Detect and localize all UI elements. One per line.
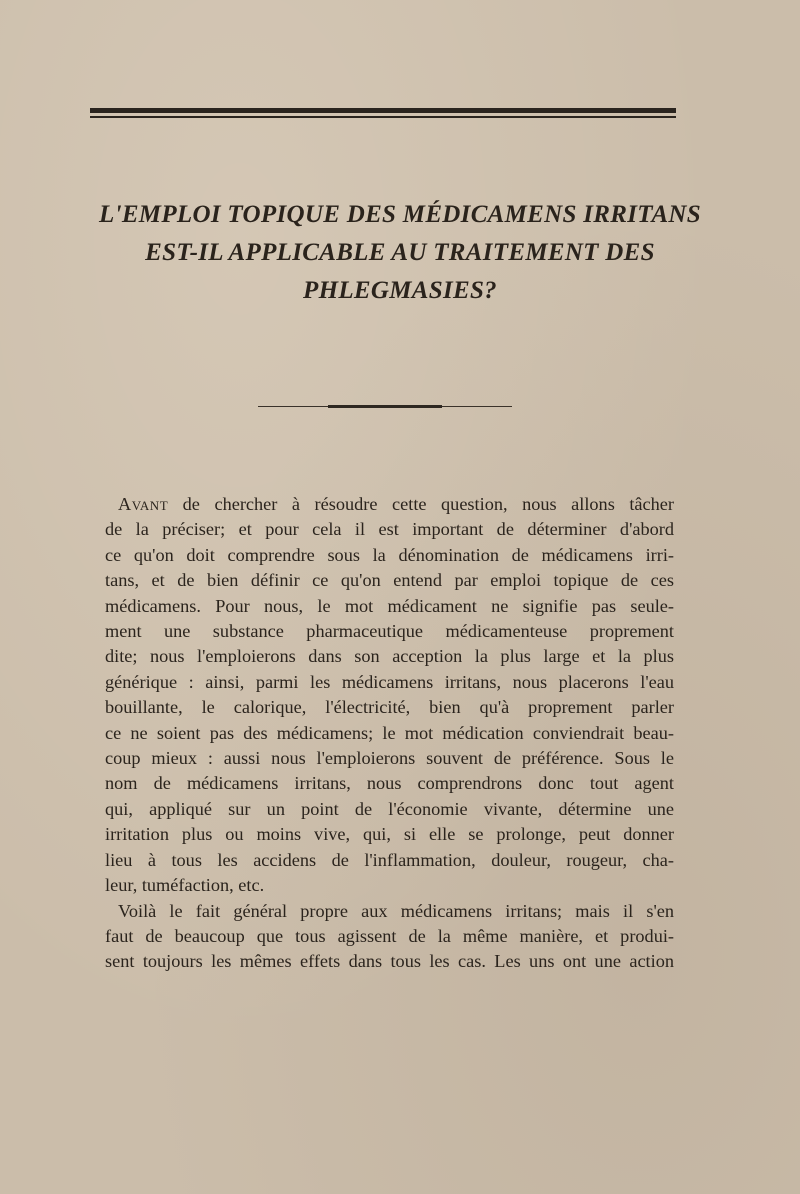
text-line: faut de beaucoup que tous agissent de la même manière, et produi- [105, 925, 674, 946]
text-line: coup mieux : aussi nous l'emploierons souvent de préférence. Sous le [105, 748, 674, 769]
text-line: tans, et de bien définir ce qu'on entend par emploi topique de ces [105, 570, 674, 591]
page-title [60, 196, 740, 310]
text-line: leur, tuméfaction, etc. [105, 875, 265, 896]
header-rule-thick [90, 108, 676, 113]
text-line: qui, appliqué sur un point de l'économie vivante, détermine une [105, 798, 674, 819]
divider-right-taper [442, 406, 512, 407]
text-line: bouillante, le calorique, l'électricité, bien qu'à proprement parler [105, 697, 674, 718]
text-line: ce qu'on doit comprendre sous la dénomination de médicamens irri- [105, 544, 674, 565]
lead-word: Avant [118, 494, 169, 514]
text-line: nom de médicamens irritans, nous comprendrons donc tout agent [105, 773, 674, 794]
text-line: de la préciser; et pour cela il est important de déterminer d'abord [105, 519, 674, 540]
text-line: ment une substance pharmaceutique médicamenteuse proprement [105, 621, 674, 642]
header-double-rule [90, 108, 676, 118]
text-line: lieu à tous les accidens de l'inflammation, douleur, rougeur, cha- [105, 849, 674, 870]
divider-left-taper [258, 406, 328, 407]
text-line: générique : ainsi, parmi les médicamens irritans, nous placerons l'eau [105, 671, 674, 692]
divider-center [328, 405, 442, 408]
title-line-1: L'EMPLOI TOPIQUE DES MÉDICAMENS IRRITANS [99, 201, 701, 228]
paragraph-2-line-1: Voilà le fait général propre aux médicamens irritans; mais il s'en [118, 900, 674, 921]
text-line: médicamens. Pour nous, le mot médicament ne signifie pas seule- [105, 595, 674, 616]
title-line-3: PHLEGMASIES? [303, 277, 497, 304]
title-line-2: EST-IL APPLICABLE AU TRAITEMENT DES [145, 239, 655, 266]
text-line: irritation plus ou moins vive, qui, si elle se prolonge, peut donner [105, 824, 674, 845]
body-text [105, 492, 674, 975]
paragraph-2 [105, 899, 674, 975]
paragraph-1 [105, 492, 674, 899]
header-rule-thin [90, 116, 676, 118]
paragraph-1-line-1 [118, 492, 674, 517]
section-divider-rule [258, 405, 512, 409]
text-line: ce ne soient pas des médicamens; le mot médication conviendrait beau- [105, 722, 674, 743]
text-line: dite; nous l'emploierons dans son acception la plus large et la plus [105, 646, 674, 667]
first-line-rest: de chercher à résoudre cette question, nous allons tâcher [168, 494, 674, 514]
text-line: sent toujours les mêmes effets dans tous les cas. Les uns ont une action [105, 951, 674, 972]
